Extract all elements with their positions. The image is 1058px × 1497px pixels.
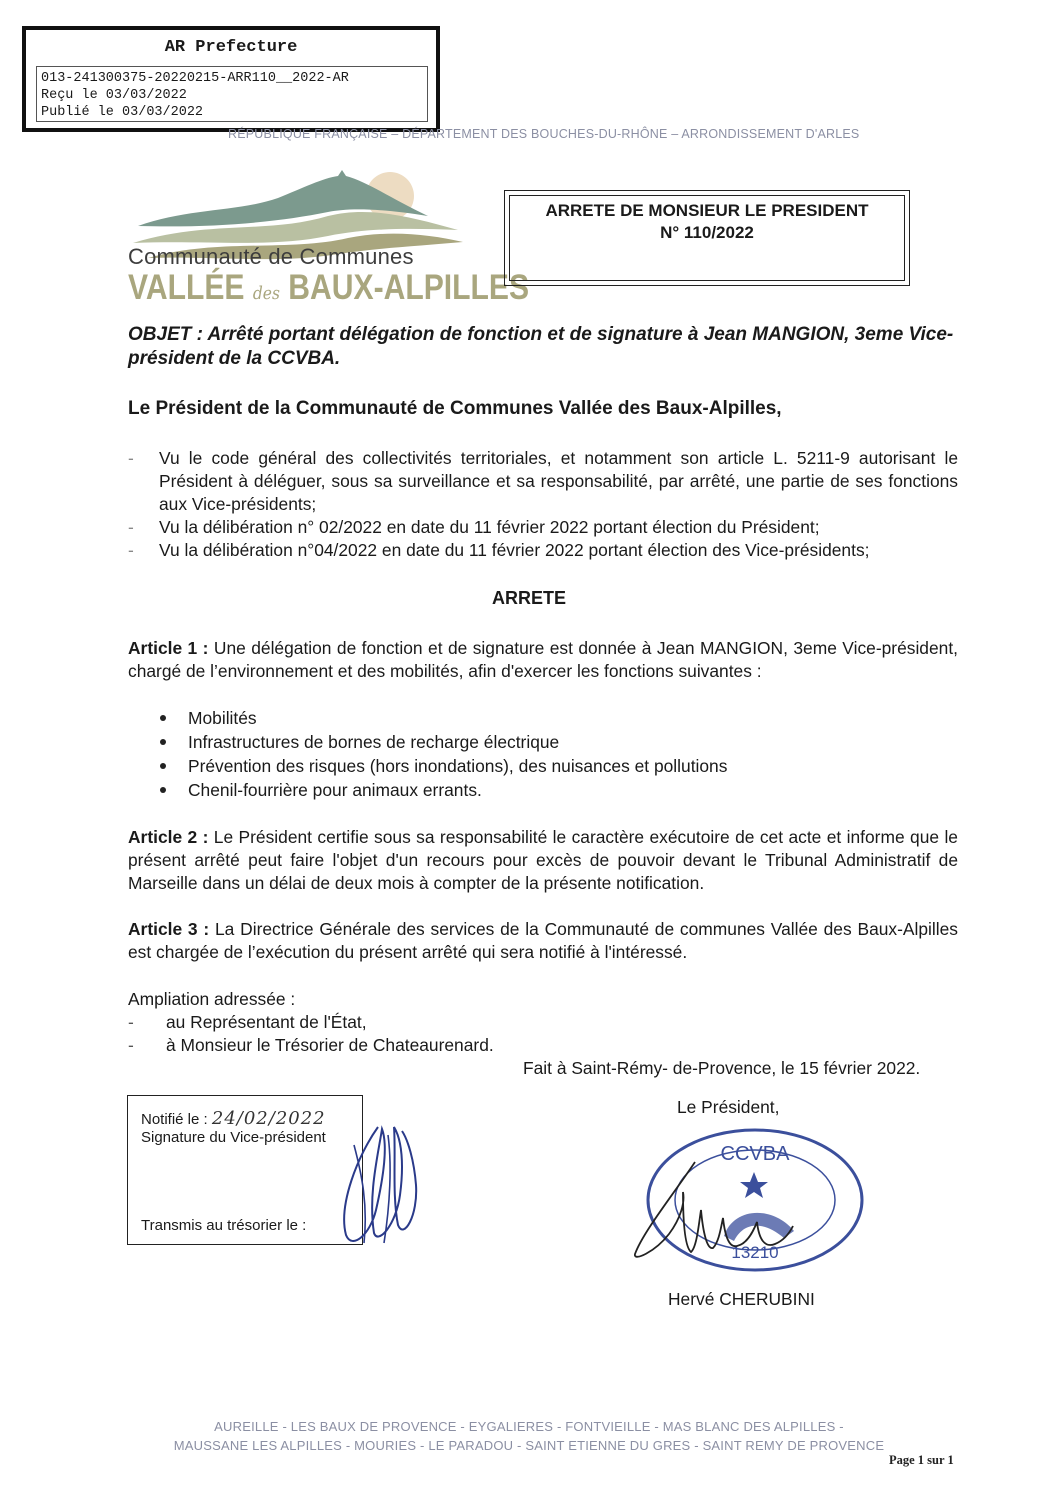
president-name: Hervé CHERUBINI <box>668 1289 815 1309</box>
arrete-heading: ARRETE <box>491 588 566 608</box>
dash-icon: - <box>128 517 134 537</box>
bullet-item: Mobilités <box>160 707 257 730</box>
article-1 <box>128 637 958 683</box>
dash-icon: - <box>128 1012 134 1032</box>
notifie-date: 24/02/2022 <box>211 1108 326 1129</box>
prefecture-details <box>36 66 428 122</box>
republic-header: RÉPUBLIQUE FRANÇAISE – DÉPARTEMENT DES BOUCHES-DU-RHÔNE – ARRONDISSEMENT D'ARLES <box>228 127 860 141</box>
vu-item-1: - Vu le code général des collectivités territoriales, et notamment son article L. 5211-9 autorisant le Président à déléguer, sous sa surveillance et sa responsabilité, par arrêté, une partie de ses fonctions aux Vice-présidents; <box>128 448 958 514</box>
vu-item-2: - Vu la délibération n° 02/2022 en date du 11 février 2022 portant élection du Président; <box>128 517 820 537</box>
arrete-title-box <box>504 190 910 286</box>
prefecture-published: Publié le 03/03/2022 <box>41 105 204 120</box>
bullet-icon <box>160 763 166 769</box>
arrete-box-line1: ARRETE DE MONSIEUR LE PRESIDENT <box>545 201 869 220</box>
prefecture-stamp <box>22 26 440 132</box>
prefecture-reference: 013-241300375-20220215-ARR110__2022-AR <box>41 71 349 86</box>
president-title: Le Président, <box>677 1097 780 1117</box>
seal-top-text: CCVBA <box>720 1143 790 1165</box>
seal-bottom-text: 13210 <box>731 1243 779 1262</box>
ampliation-item: - au Représentant de l'État, <box>128 1012 367 1032</box>
prefecture-received: Reçu le 03/03/2022 <box>41 88 187 103</box>
article-2-text: Le Président certifie sous sa responsabilité le caractère exécutoire de cet acte et informe que le présent arrêté peut faire l'objet d'un recours pour excès de pouvoir devant le Tribunal Administratif de Marseille dans un délai de deux mois à compter de la présente notification. <box>128 827 958 893</box>
notifie-line: Notifié le : 24/02/2022 <box>141 1108 326 1129</box>
footer-line-1: AUREILLE - LES BAUX DE PROVENCE - EYGALIERES - FONTVIEILLE - MAS BLANC DES ALPILLES - <box>214 1419 844 1434</box>
article-1-text: Une délégation de fonction et de signature est donnée à Jean MANGION, 3eme Vice-président, chargé de l’environnement et des mobilités, afin d'exercer les fonctions suivantes : <box>128 638 958 681</box>
bullet-icon <box>160 739 166 745</box>
footer-line-2: MAUSSANE LES ALPILLES - MOURIES - LE PARADOU - SAINT ETIENNE DU GRES - SAINT REMY DE PROVENCE <box>173 1438 885 1453</box>
logo-vallee: VALLÉE <box>128 268 245 307</box>
fait-a: Fait à Saint-Rémy- de-Provence, le 15 février 2022. <box>523 1058 921 1078</box>
page-number: Page 1 sur 1 <box>889 1453 954 1467</box>
article-3-label: Article 3 : <box>128 919 210 939</box>
article-2 <box>128 826 958 895</box>
dash-icon: - <box>128 1035 134 1055</box>
article-1-label: Article 1 : <box>128 638 209 658</box>
ampliation-title: Ampliation adressée : <box>128 989 296 1009</box>
article-3 <box>128 918 958 964</box>
objet: OBJET : Arrêté portant délégation de fonction et de signature à Jean MANGION, 3eme Vice-président de la CCVBA. <box>128 324 954 369</box>
bullet-icon <box>160 787 166 793</box>
prefecture-title: AR Prefecture <box>164 38 298 57</box>
president-heading: Le Président de la Communauté de Communes Vallée des Baux-Alpilles, <box>128 398 782 419</box>
signature-label: Signature du Vice-président <box>141 1129 326 1146</box>
bullet-item: Prévention des risques (hors inondations), des nuisances et pollutions <box>160 755 727 778</box>
transmis-label: Transmis au trésorier le : <box>141 1217 307 1234</box>
logo-des: des <box>252 283 280 304</box>
president-signature-icon <box>625 1152 795 1267</box>
article-3-text: La Directrice Générale des services de la Communauté de communes Vallée des Baux-Alpilles est chargée de l’exécution du présent arrêté qui sera notifié à l'intéressé. <box>128 919 958 962</box>
dash-icon: - <box>128 540 134 560</box>
article-2-label: Article 2 : <box>128 827 209 847</box>
bullet-icon <box>160 715 166 721</box>
arrete-box-line2: N° 110/2022 <box>660 223 754 242</box>
vu-item-3: - Vu la délibération n°04/2022 en date du 11 février 2022 portant élection des Vice-présidents; <box>128 540 870 560</box>
ampliation-item: - à Monsieur le Trésorier de Chateaurenard. <box>128 1035 494 1055</box>
bullet-item: Chenil-fourrière pour animaux errants. <box>160 779 482 802</box>
logo-line-2 <box>128 268 529 308</box>
vice-president-signature-icon <box>318 1115 438 1255</box>
logo-baux-alpilles: BAUX-ALPILLES <box>288 268 530 307</box>
dash-icon: - <box>128 448 134 468</box>
bullet-item: Infrastructures de bornes de recharge électrique <box>160 731 559 754</box>
footer-communes <box>0 1417 1058 1455</box>
logo-line-1: Communauté de Communes <box>128 244 414 269</box>
